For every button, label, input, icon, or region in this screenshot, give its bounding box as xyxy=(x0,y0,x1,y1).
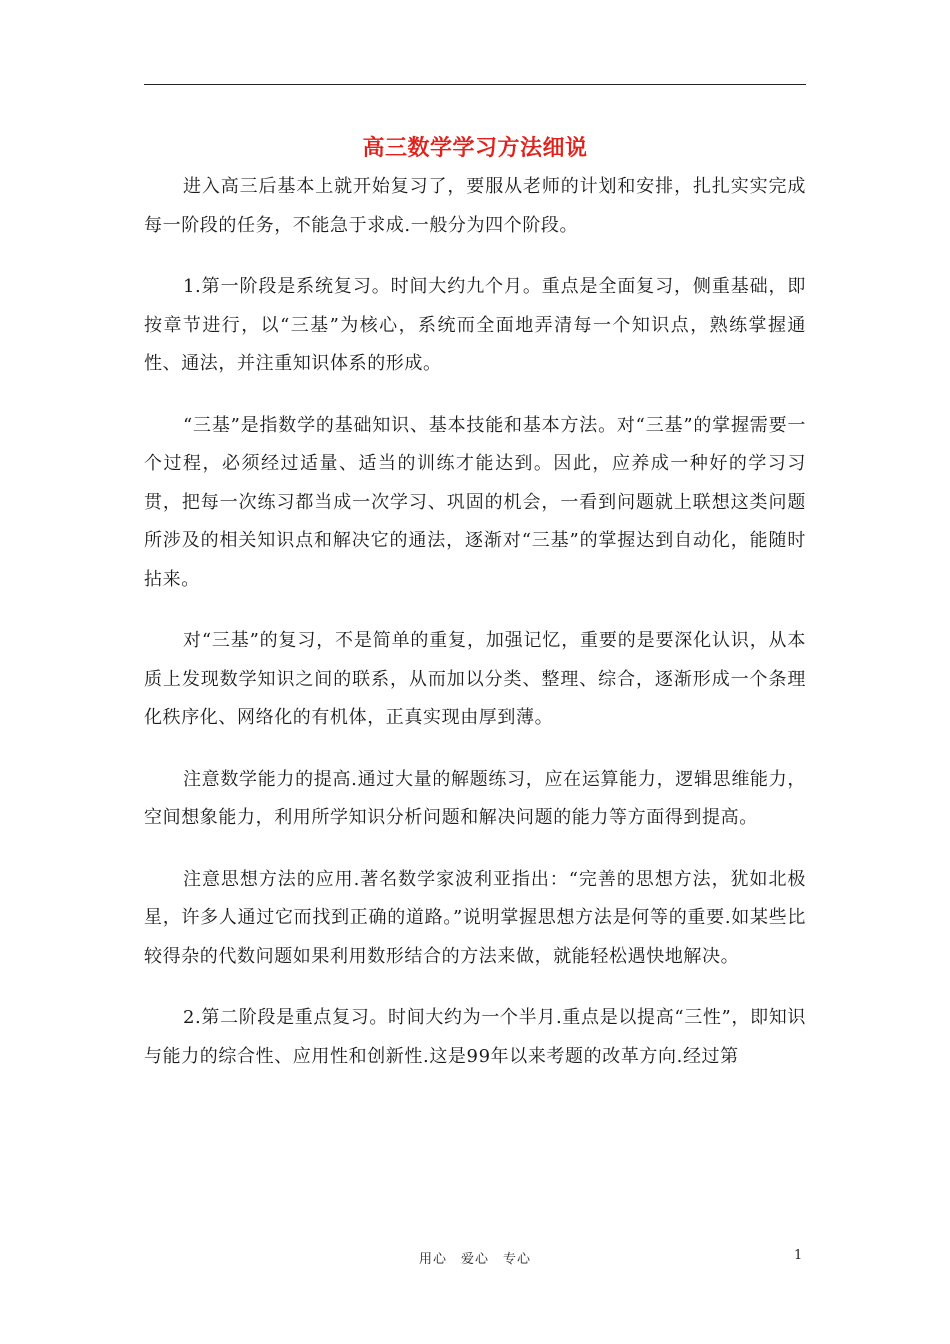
page-number: 1 xyxy=(794,1248,803,1263)
paragraph-stage-two: 2.第二阶段是重点复习。时间大约为一个半月.重点是以提高“三性”，即知识与能力的综合性、应用性和创新性.这是99年以来考题的改革方向.经过第 xyxy=(144,1007,806,1067)
document-title: 高三数学学习方法细说 xyxy=(362,135,588,161)
paragraph-three-basics: “三基”是指数学的基础知识、基本技能和基本方法。对“三基”的掌握需要一个过程，必须经过适量、适当的训练才能达到。因此，应养成一种好的学习习贯，把每一次练习都当成一次学习、巩固的机会，一看到问题就上联想这类问题所涉及的相关知识点和解决它的通法，逐渐对“三基”的掌握达到自动化，能随时拈来。 xyxy=(144,414,806,590)
paragraph-stage-one: 1.第一阶段是系统复习。时间大约九个月。重点是全面复习，侧重基础，即按章节进行，以“三基”为核心，系统而全面地弄清每一个知识点，熟练掌握通性、通法，并注重知识体系的形成。 xyxy=(144,276,806,374)
paragraph-review-basics: 对“三基”的复习，不是简单的重复，加强记忆，重要的是要深化认识，从本质上发现数学知识之间的联系，从而加以分类、整理、综合，逐渐形成一个条理化秩序化、网络化的有机体，正真实现由厚到薄。 xyxy=(144,630,806,728)
header-rule xyxy=(144,84,806,85)
footer-slogan: 用心 爱心 专心 xyxy=(418,1252,531,1267)
paragraph-intro: 进入高三后基本上就开始复习了，要服从老师的计划和安排，扎扎实实完成每一阶段的任务，不能急于求成.一般分为四个阶段。 xyxy=(144,176,806,236)
paragraph-math-ability: 注意数学能力的提高.通过大量的解题练习，应在运算能力，逻辑思维能力，空间想象能力，利用所学知识分析问题和解决问题的能力等方面得到提高。 xyxy=(144,768,806,828)
paragraph-thinking-methods: 注意思想方法的应用.著名数学家波利亚指出：“完善的思想方法，犹如北极星，许多人通过它而找到正确的道路。”说明掌握思想方法是何等的重要.如某些比较得杂的代数问题如果利用数形结合的方法来做，就能轻松遇快地解决。 xyxy=(144,868,806,967)
document-body xyxy=(144,168,806,1099)
